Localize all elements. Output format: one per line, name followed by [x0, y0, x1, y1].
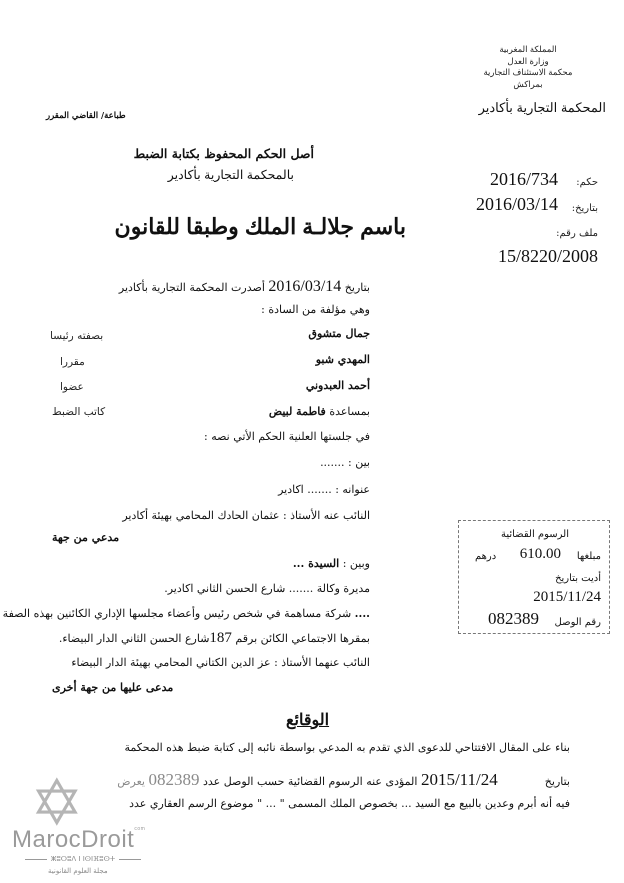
defendant-agency: مديرة وكالة ....... شارع الحسن الثاني اكادير. [164, 582, 370, 595]
defendant-company-line1 [3, 607, 370, 620]
watermark-arabic: مجلة العلوم القانونية [48, 867, 108, 875]
court-fees-box [458, 520, 610, 634]
facts-line2-receipt: 082389 [148, 770, 200, 789]
panel-member-rapporteur: المهدي شبو [315, 353, 370, 366]
company-hq-suffix: شارع الحسن الثاني الدار البيضاء. [58, 632, 210, 645]
defendant-company-line2 [59, 630, 370, 647]
plaintiff-address: عنوانه : ....... اكادير [278, 483, 370, 496]
facts-line2-prefix: بتاريخ [544, 775, 570, 788]
panel-role-president: بصفته رئيسا [50, 330, 104, 342]
facts-line3: فيه أنه أبرم وعدين بالبيع مع السيد ... بخصوص الملك المسمى " ... " موضوع الرسم العقاري عدد [129, 797, 570, 810]
kingdom-line: المملكة المغربية [499, 44, 557, 54]
fees-amount: 610.00 [519, 546, 561, 562]
fees-amount-label: مبلغها [576, 551, 601, 562]
defendant-between-prefix: وبين : [342, 557, 370, 570]
facts-line2-suffix: يعرض [117, 775, 145, 788]
panel-role-member: عضوا [60, 381, 84, 393]
public-session: في جلستها العلنية الحكم الأتي نصه : [204, 430, 370, 443]
fees-receipt-label: رقم الوصل [554, 617, 601, 628]
print-note: طباعة/ القاضي المقرر [46, 111, 126, 121]
facts-title: الوقائع [286, 710, 330, 729]
file-label: ملف رقم: [556, 228, 598, 239]
watermark-logo-tm: com [134, 826, 146, 832]
ministry-header [468, 44, 588, 90]
appeals-court-line: محكمة الاستئناف التجارية [483, 67, 573, 77]
file-number: 15/8220/2008 [497, 246, 598, 266]
defendant-label: مدعى عليها من جهة أخرى [52, 681, 174, 694]
judgment-date: 2016/03/14 [475, 194, 558, 214]
panel-member-member: أحمد العبدوني [305, 379, 370, 392]
plaintiff-between: بين : ....... [320, 456, 370, 469]
panel-role-clerk: كاتب الضبط [52, 406, 106, 418]
composed-of: وهي مؤلفة من السادة : [261, 303, 370, 316]
royal-title: باسم جلالـة الملك وطبقا للقانون [114, 214, 406, 239]
defendant-between [293, 557, 370, 570]
city-line: بمراكش [513, 78, 543, 89]
defendant-name: السيدة ... [292, 557, 340, 570]
fees-receipt-number: 082389 [488, 609, 539, 628]
fees-paid-date: 2015/11/24 [533, 589, 601, 605]
original-title: أصل الحكم المحفوظ بكتابة الضبط [133, 146, 314, 161]
judgment-label: حكم: [576, 177, 598, 188]
defendant-lawyer: النائب عنهما الأستاذ : عز الدين الكتاني المحامي بهيئة الدار البيضاء [71, 656, 370, 669]
company-desc: شركة مساهمة في شخص رئيس وأعضاء مجلسها الإداري الكائنين بهذه الصفة [2, 607, 352, 620]
fees-paid-on: أديت بتاريخ [555, 573, 601, 584]
session-intro-suffix: أصدرت المحكمة التجارية بأكادير [118, 281, 265, 294]
original-subtitle: بالمحكمة التجارية بأكادير [167, 168, 294, 182]
session-intro-prefix: بتاريخ [344, 281, 370, 294]
watermark-logo-text: MarocDroit [12, 826, 135, 853]
company-hq-prefix: بمقرها الاجتماعي الكائن برقم [235, 632, 370, 645]
plaintiff-label: مدعي من جهة [52, 531, 120, 544]
fees-currency: درهم [475, 551, 497, 562]
facts-line1: بناء على المقال الافتتاحي للدعوى الذي تقدم به المدعي بواسطة نائبه إلى كتابة ضبط هذه المحكمة [124, 741, 570, 754]
fees-title: الرسوم القضائية [500, 529, 569, 540]
marocdroit-watermark [8, 767, 158, 882]
facts-line2-mid: المؤدى عنه الرسوم القضائية حسب الوصل عدد [202, 775, 418, 788]
ministry-line: وزارة العدل [507, 55, 549, 66]
facts-line2 [117, 770, 570, 790]
company-dots: .... [354, 607, 370, 620]
plaintiff-lawyer: النائب عنه الأستاذ : عثمان الحادك المحامي بهيئة أكادير [122, 509, 370, 522]
clerk-name: فاطمة لبيض [268, 405, 326, 418]
judgment-number: 2016/734 [489, 169, 558, 189]
panel-clerk [269, 405, 370, 418]
watermark-logo [12, 826, 145, 854]
watermark-tifinagh: ⵥⵓⵔⵓⴷ ⵏ ⵏⵙⵏⴼⵓⵙⵜ [12, 855, 154, 863]
session-date: 2016/03/14 [268, 278, 342, 295]
court-name: المحكمة التجارية بأكادير [478, 100, 606, 115]
star-icon: ✡ [30, 767, 84, 841]
panel-member-president: جمال متشوق [308, 327, 370, 340]
session-intro [119, 278, 370, 296]
company-street-number: 187 [209, 630, 232, 646]
date-label: بتاريخ: [571, 203, 598, 214]
facts-line2-date: 2015/11/24 [420, 770, 498, 789]
clerk-prefix: بمساعدة [329, 405, 370, 418]
panel-role-rapporteur: مقررا [60, 356, 85, 368]
